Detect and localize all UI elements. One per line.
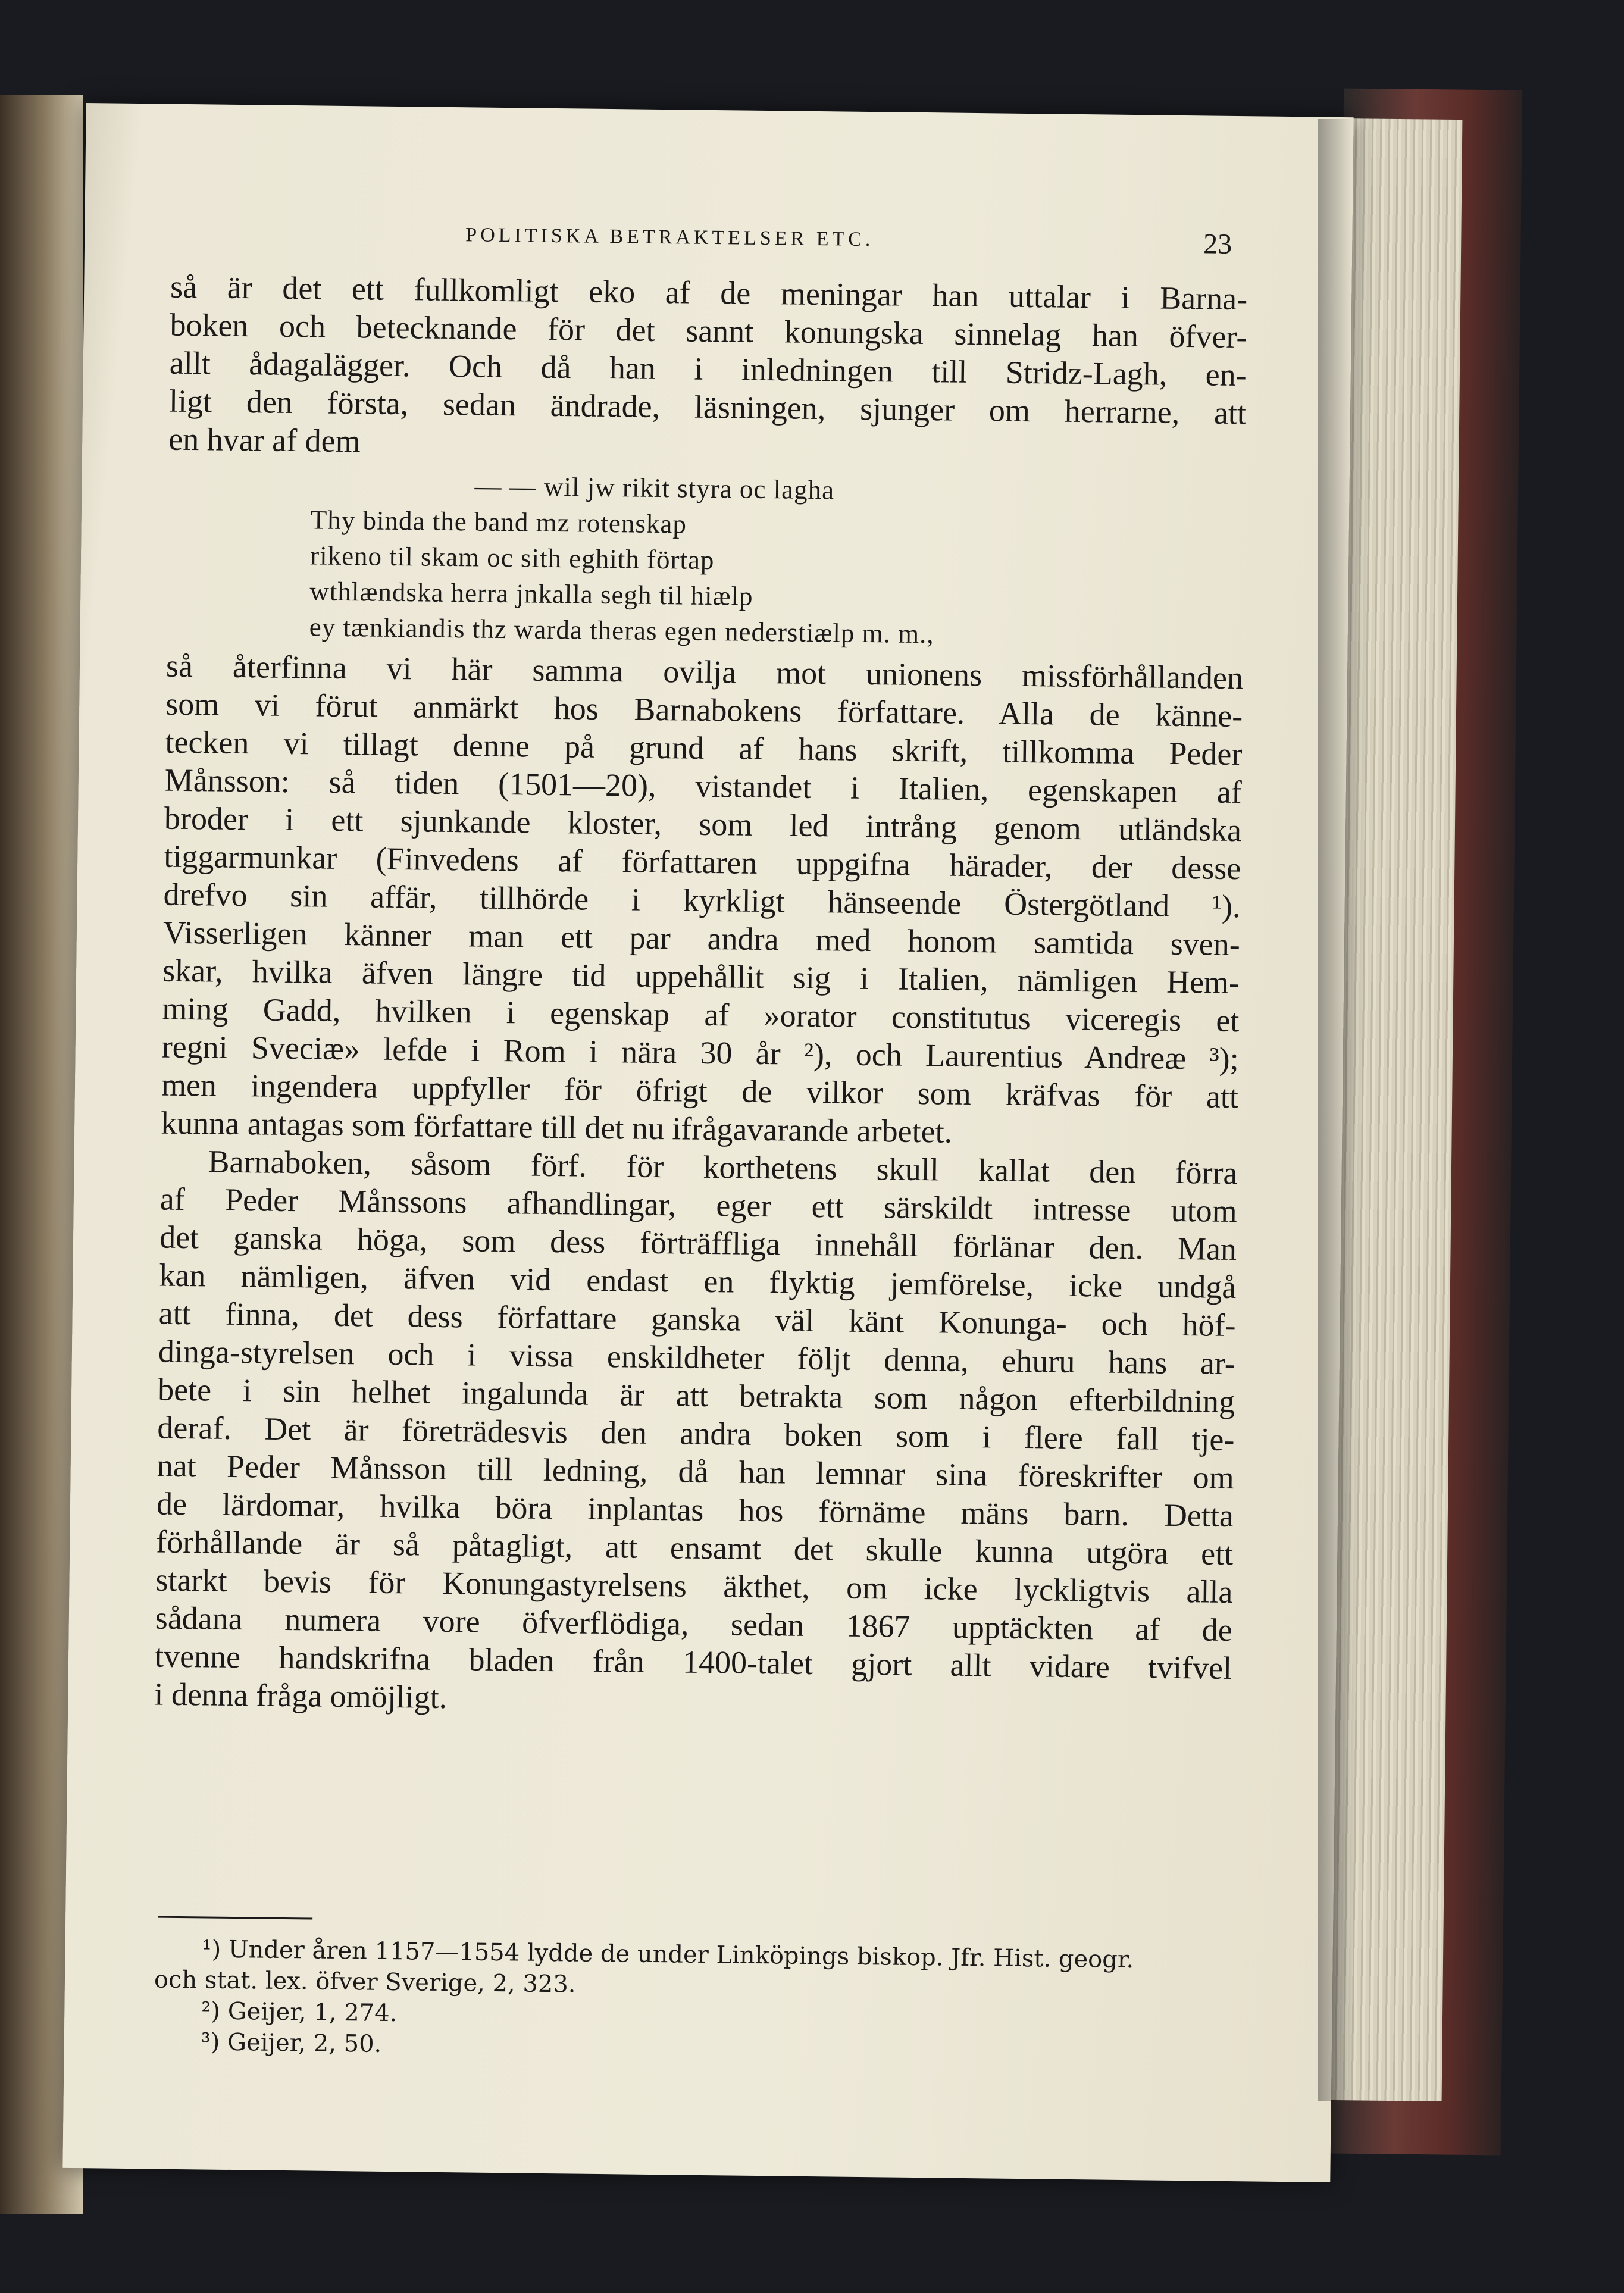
text-line: broder i ett sjunkande kloster, som led intrång genom utländska <box>164 800 1242 849</box>
footnote: ³) Geijer, 2, 50. <box>201 2028 382 2058</box>
footnote: ¹) Under åren 1157—1554 lydde de under Linköpings biskop. Jfr. Hist. geogr. <box>202 1935 1134 1974</box>
text-line: tiggarmunkar (Finvedens af författaren uppgifna härader, der desse <box>164 838 1241 887</box>
text-line: men ingendera uppfyller för öfrigt de vilkor som kräfvas för att <box>161 1066 1239 1115</box>
text-line: förhållande är så påtagligt, att ensamt det skulle kunna utgöra ett <box>155 1524 1234 1572</box>
text-line: Visserligen känner man ett par andra med honom samtida sven- <box>162 914 1241 963</box>
verse-line: ey tænkiandis thz warda theras egen nederstiælp m. m., <box>309 612 935 649</box>
verse-line: rikeno til skam oc sith eghith förtap <box>309 540 715 575</box>
text-line: starkt bevis för Konungastyrelsens äkthet, om icke lyckligtvis alla <box>155 1562 1233 1610</box>
text-line: kunna antagas som författare till det nu ifrågavarande arbetet. <box>160 1105 953 1150</box>
footnote: ²) Geijer, 1, 274. <box>201 1997 398 2028</box>
text-line: boken och betecknande för det sannt konungska sinnelag han öfver- <box>170 306 1247 355</box>
text-line: som vi förut anmärkt hos Barnabokens författare. Alla de känne- <box>165 686 1243 734</box>
page-number: 23 <box>1203 228 1232 260</box>
text-line: tecken vi tillagt denne på grund af hans skrift, tillkomma Peder <box>165 724 1243 772</box>
text-line: en hvar af dem <box>168 421 361 459</box>
text-line: regni Sveciæ» lefde i Rom i nära 30 år ²), och Laurentius Andreæ ³); <box>161 1028 1239 1077</box>
footnote: och stat. lex. öfver Sverige, 2, 323. <box>154 1966 576 1998</box>
verse-line: Thy binda the band mz rotenskap <box>310 505 687 539</box>
verse-line: — — wil jw rikit styra oc lagha <box>474 471 835 505</box>
text-line: dinga-styrelsen och i vissa enskildheter följt denna, ehuru hans ar- <box>158 1333 1236 1382</box>
text-line: drefvo sin affär, tillhörde i kyrkligt hänseende Östergötland ¹). <box>163 876 1241 925</box>
text-line: så är det ett fullkomligt eko af de meningar han uttalar i Barna- <box>170 268 1248 317</box>
text-line: de lärdomar, hvilka böra inplantas hos förnäme mäns barn. Detta <box>156 1485 1234 1534</box>
text-line: af Peder Månssons afhandlingar, eger ett särskildt intresse utom <box>159 1181 1238 1230</box>
text-line: så återfinna vi här samma ovilja mot unionens missförhållanden <box>165 647 1244 696</box>
text-line: nat Peder Månsson till ledning, då han lemnar sina föreskrifter om <box>157 1447 1235 1496</box>
text-line: Barnaboken, såsom förf. för korthetens skull kallat den förra <box>208 1143 1238 1191</box>
verse-line: wthlændska herra jnkalla segh til hiælp <box>309 576 753 611</box>
text-line: skar, hvilka äfven längre tid uppehållit sig i Italien, nämligen Hem- <box>162 952 1240 1001</box>
text-line: det ganska höga, som dess förträffliga innehåll förlänar den. Man <box>159 1219 1237 1268</box>
text-line: kan nämligen, äfven vid endast en flyktig jemförelse, icke undgå <box>159 1257 1237 1306</box>
book-page <box>62 103 1353 2182</box>
footnote-rule <box>158 1916 312 1920</box>
text-line: sådana numera vore öfverflödiga, sedan 1867 upptäckten af de <box>155 1600 1233 1648</box>
text-line: ligt den första, sedan ändrade, läsningen, sjunger om herrarne, att <box>168 383 1247 431</box>
gutter-shadow <box>1318 119 1354 2101</box>
text-line: allt ådagalägger. Och då han i inledningen till Stridz-Lagh, en- <box>169 345 1247 393</box>
text-line: ming Gadd, hvilken i egenskap af »orator constitutus viceregis et <box>162 990 1240 1039</box>
text-line: tvenne handskrifna bladen från 1400-talet gjort allt vidare tvifvel <box>154 1638 1232 1687</box>
text-line: deraf. Det är företrädesvis den andra boken som i flere fall tje- <box>157 1409 1235 1458</box>
running-title: POLITISKA BETRAKTELSER ETC. <box>465 224 874 251</box>
text-line: Månsson: så tiden (1501—20), vistandet i Italien, egenskapen af <box>164 762 1243 811</box>
text-line: bete i sin helhet ingalunda är att betrakta som någon efterbildning <box>157 1371 1235 1420</box>
text-line: i denna fråga omöjligt. <box>154 1676 448 1716</box>
text-line: att finna, det dess författare ganska väl känt Konunga- och höf- <box>158 1295 1236 1344</box>
